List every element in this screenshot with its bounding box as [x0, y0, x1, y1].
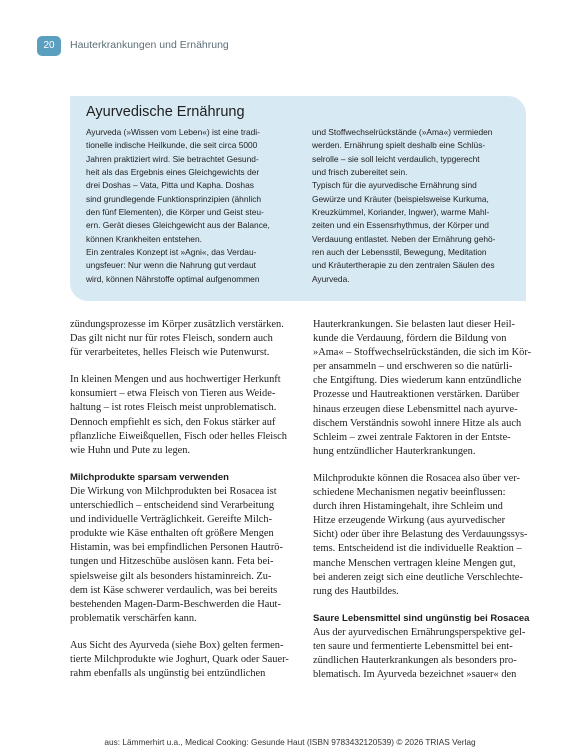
text-line: Schleim – zwei zentrale Faktoren in der Entste-	[313, 431, 511, 443]
page-number-badge: 20	[37, 36, 61, 56]
text-line: ten saure und fermentierte Lebensmittel bei ent-	[313, 640, 513, 652]
text-line: spielsweise gilt als besonders histaminreich. Zu-	[70, 570, 272, 582]
text-line: haltung – ist rotes Fleisch meist unproblematisch.	[70, 402, 277, 414]
box-line: können Krankheiten entstehen.	[86, 233, 202, 244]
box-line: ungsfeuer: Nur wenn die Nahrung gut verdaut	[86, 260, 256, 271]
text-line: konsumiert – etwa Fleisch von Tieren aus Weide-	[70, 388, 276, 400]
box-line: Ayurveda.	[312, 273, 350, 284]
paragraph	[313, 318, 533, 459]
text-line: rung des Hautbildes.	[313, 585, 399, 597]
text-line: Dennoch empfiehlt es sich, den Fokus stärker auf	[70, 416, 276, 428]
text-line: dem ist Käse schwerer verdaulich, was bei bereits	[70, 584, 278, 596]
main-left-column	[70, 318, 290, 681]
text-line: manche Menschen vertragen kleine Mengen gut,	[313, 557, 516, 569]
paragraph	[70, 485, 290, 626]
text-line: zündlichen Hauterkrankungen als besonders pro-	[313, 655, 517, 667]
box-line: selrolle – sie soll leicht verdaulich, typgerecht	[312, 153, 480, 164]
text-line: blematisch. Im Ayurveda bezeichnet »sauer« den	[313, 669, 517, 681]
box-line: und frisch zubereitet sein.	[312, 167, 408, 178]
main-right-column	[313, 318, 533, 682]
paragraph	[313, 626, 533, 682]
paragraph	[313, 472, 533, 599]
box-line: Typisch für die ayurvedische Ernährung sind	[312, 180, 477, 191]
box-line: heit als das Ergebnis eines Gleichgewichts der	[86, 167, 260, 178]
box-line: ern. Gerät dieses Gleichgewicht aus der Balance,	[86, 220, 270, 231]
text-line: für verarbeitetes, helles Fleisch wie Putenwurst.	[70, 347, 270, 359]
box-title: Ayurvedische Ernährung	[86, 104, 245, 120]
box-line: zeiten und ein Essensrhythmus, der Körper und	[312, 220, 489, 231]
text-line: hung entzündlicher Hauterkrankungen.	[313, 445, 476, 457]
text-line: rahm ebenfalls als ungünstig bei entzündlichen	[70, 668, 266, 680]
box-line: tionelle indische Heilkunde, die seit circa 5000	[86, 140, 258, 151]
text-line: Histamin, was bei empfindlichen Personen Hautrö-	[70, 542, 283, 554]
text-line: hinaus erzeugen diese Lebensmittel nach ayurve-	[313, 403, 518, 415]
text-line: problematik verschärfen kann.	[70, 612, 197, 624]
box-line: und Stoffwechselrückstände (»Ama«) vermieden	[312, 127, 493, 137]
box-line: Ayurveda (»Wissen vom Leben«) ist eine tradi-	[86, 127, 260, 137]
box-line: Gewürze und Kräuter (beispielsweise Kurkuma,	[312, 193, 489, 204]
page-header	[0, 36, 580, 56]
text-line: Milchprodukte können die Rosacea also über ver-	[313, 472, 520, 484]
box-line: sind grundlegende Funktionsprinzipien (ähnlich	[86, 193, 262, 204]
box-line: Kreuzkümmel, Koriander, Ingwer), warme Mahl-	[312, 207, 490, 218]
text-line: pflanzliche Eiweißquellen, Fisch oder helles Fleisch	[70, 430, 287, 442]
section-subheading: Milchprodukte sparsam verwenden	[70, 471, 229, 483]
text-line: tems. Entscheidend ist die individuelle Reaktion –	[313, 543, 522, 555]
box-line: Jahren praktiziert wird. Sie betrachtet Gesund-	[86, 153, 259, 164]
text-line: schiedene Mechanismen negativ beeinflussen:	[313, 487, 506, 499]
text-line: per ansammeln – und erschweren so die natürli-	[313, 361, 513, 373]
text-line: Sicht) oder über ihre Belastung des Verdauungssys-	[313, 529, 528, 541]
box-left-column	[86, 126, 298, 286]
running-head: Hauterkrankungen und Ernährung	[70, 39, 229, 51]
text-line: Die Wirkung von Milchprodukten bei Rosacea ist	[70, 485, 277, 497]
box-line: den fünf Elementen), die Körper und Geist steu-	[86, 207, 264, 218]
text-line: Aus der ayurvedischen Ernährungsperspektive gel-	[313, 626, 526, 638]
text-line: wie Huhn und Pute zu legen.	[70, 444, 191, 456]
text-line: bei anderen zeigt sich eine deutliche Verschlechte-	[313, 571, 523, 583]
box-line: und Kräutertherapie zu den zentralen Säulen des	[312, 260, 495, 271]
box-line: Ein zentrales Konzept ist »Agni«, das Verdau-	[86, 247, 257, 258]
text-line: Aus Sicht des Ayurveda (siehe Box) gelten fermen-	[70, 639, 284, 651]
text-line: zündungsprozesse im Körper zusätzlich verstärken.	[70, 319, 284, 330]
paragraph	[70, 373, 290, 458]
box-line: wird, können Nährstoffe optimal aufgenommen	[86, 273, 260, 284]
box-right-column	[312, 126, 524, 286]
box-line: ren auch der Lebensstil, Bewegung, Meditation	[312, 247, 487, 258]
text-line: Prozesse und Hautreaktionen verstärken. Darüber	[313, 389, 520, 401]
text-line: Das gilt nicht nur für rotes Fleisch, sondern auch	[70, 333, 273, 345]
text-line: kunde die Verdauung, fördern die Bildung von	[313, 333, 507, 345]
paragraph	[70, 318, 290, 360]
copyright-footer: aus: Lämmerhirt u.a., Medical Cooking: Gesunde Haut (ISBN 9783432120539) © 2026 TRIAS Verlag	[104, 737, 476, 747]
text-line: Hitze erzeugende Wirkung (aus ayurvedischer	[313, 515, 506, 527]
text-line: In kleinen Mengen und aus hochwertiger Herkunft	[70, 374, 281, 386]
text-line: che Entgiftung. Dies wiederum kann entzündliche	[313, 375, 522, 387]
text-line: unterschiedlich – entscheidend sind Verarbeitung	[70, 500, 275, 512]
box-line: werden. Ernährung spielt deshalb eine Schlüs-	[312, 140, 486, 151]
text-line: produkte wie Käse enthalten oft größere Mengen	[70, 528, 274, 540]
section-subheading: Saure Lebensmittel sind ungünstig bei Rosacea	[313, 612, 530, 624]
text-line: »Ama« – Stoffwechselrückständen, die sich im Kör-	[313, 347, 532, 359]
text-line: und individuelle Verträglichkeit. Gereifte Milch-	[70, 514, 273, 526]
text-line: tierte Milchprodukte wie Joghurt, Quark oder Sauer-	[70, 653, 289, 665]
paragraph	[70, 639, 290, 681]
text-line: Hauterkrankungen. Sie belasten laut dieser Heil-	[313, 319, 515, 330]
text-line: bestehenden Magen-Darm-Beschwerden die Haut-	[70, 598, 281, 610]
text-line: dischem Verständnis sowohl innere Hitze als auch	[313, 417, 522, 429]
box-line: drei Doshas – Vata, Pitta und Kapha. Doshas	[86, 180, 254, 191]
box-line: Verdauung entlastet. Neben der Ernährung gehö-	[312, 233, 496, 244]
text-line: tungen und Hitzeschübe auslösen kann. Feta bei-	[70, 556, 274, 568]
text-line: durch ihren Histamingehalt, ihre Schleim und	[313, 501, 503, 513]
info-box	[70, 96, 526, 301]
